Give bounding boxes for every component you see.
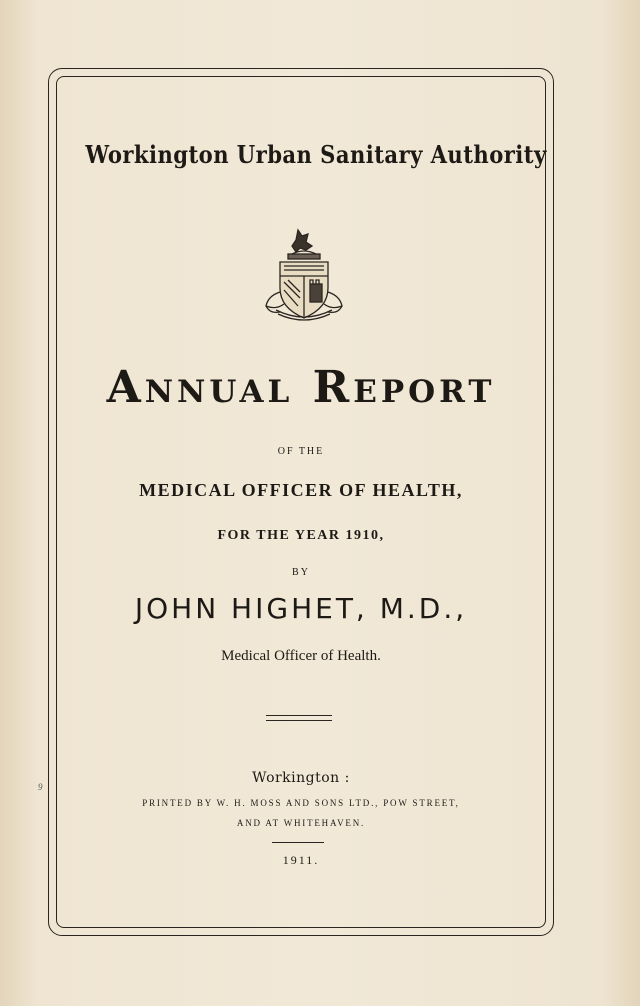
- year-line: FOR THE YEAR 1910,: [217, 528, 385, 543]
- office-title: MEDICAL OFFICER OF HEALTH,: [139, 480, 463, 500]
- printer-line-1: PRINTED BY W. H. MOSS AND SONS LTD., POW STREET,: [142, 798, 460, 808]
- short-rule-divider: [272, 842, 324, 843]
- report-title: Annual Report: [106, 362, 496, 413]
- author-role: Medical Officer of Health.: [221, 648, 381, 664]
- author-name: JOHN HIGHET, M.D.,: [134, 592, 468, 625]
- printer-line-2: AND AT WHITEHAVEN.: [236, 818, 366, 828]
- imprint-year: 1911.: [282, 853, 320, 867]
- double-rule-divider: [266, 715, 332, 721]
- by-label: BY: [292, 567, 310, 578]
- imprint-place: Workington :: [252, 770, 350, 786]
- authority-heading: Workington Urban Sanitary Authority: [85, 140, 547, 169]
- coat-of-arms-crest-icon: [262, 226, 346, 324]
- margin-mark: 9: [38, 782, 43, 792]
- of-the-label: OF THE: [277, 446, 325, 457]
